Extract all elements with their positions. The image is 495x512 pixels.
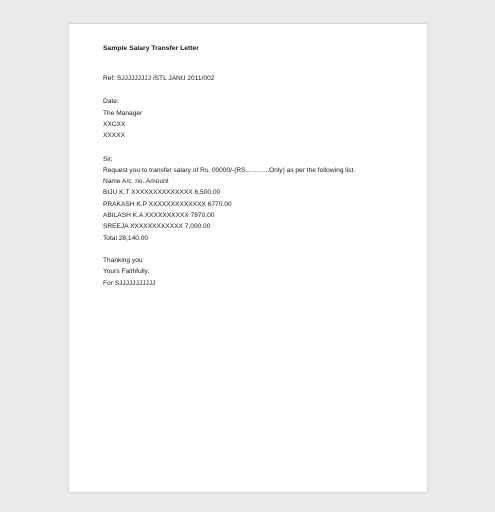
recipient-line: XXCXX (103, 121, 126, 128)
salary-entry: BIJU K.T XXXXXXXXXXXXXX 6,500.00 (103, 189, 221, 196)
salary-entry: SREEJA XXXXXXXXXXXX 7,000.00 (103, 223, 211, 230)
table-header: Name A/c. no. Amount (103, 178, 169, 185)
request-line: Request you to transfer salary of Rs. 00000/-(RS………..Only) as per the following list. (103, 167, 356, 174)
date-line: Date: (103, 98, 119, 105)
closing-line: Yours Faithfully, (103, 268, 150, 275)
salutation: Sir, (103, 156, 113, 163)
total-line: Total 28,140.00 (103, 235, 149, 242)
reference-line: Ref: SJJJJJJJJJ /STL JANU 2011/002 (103, 75, 215, 82)
salary-entry: PRAKASH K.P XXXXXXXXXXXXX 6770.00 (103, 201, 232, 208)
recipient-line: The Manager (103, 110, 143, 117)
letter-title: Sample Salary Transfer Letter (103, 45, 199, 52)
closing-line: Thanking you (103, 257, 143, 264)
signature-line: For SJJJJJJJJJJJ (103, 280, 156, 287)
letter-page (69, 24, 427, 492)
recipient-line: XXXXX (103, 132, 125, 139)
salary-entry: ABILASH K.A XXXXXXXXXX 7870.00 (103, 212, 215, 219)
